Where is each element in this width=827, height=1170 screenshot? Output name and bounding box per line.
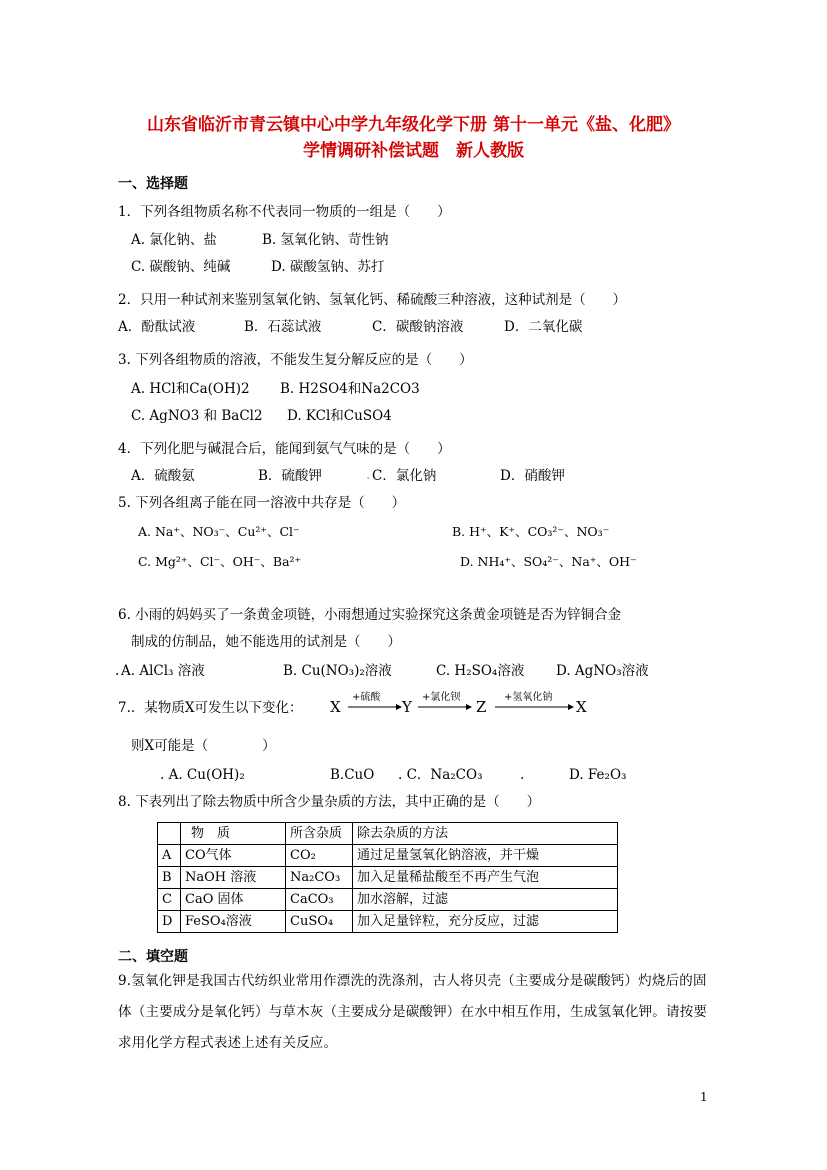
q6-option-d: D. AgNO₃溶液 [556,663,649,679]
q4-option-c: C．氯化钠 [372,468,437,484]
q1-option-a: A. 氯化钠、盐 [131,232,217,248]
arrow2-label: +氯化钡 [422,692,461,703]
section-heading-choice: 一、选择题 [118,176,188,192]
document-title-line1: 山东省临沂市青云镇中心中学九年级化学下册 第十一单元《盐、化肥》 [147,115,680,135]
table-cell: A [158,845,181,867]
q1-stem: 1．下列各组物质名称不代表同一物质的一组是（ ） [118,204,451,220]
q2-option-d: D．二氧化碳 [504,319,583,335]
q1-option-b: B. 氢氧化钠、苛性钠 [262,232,389,248]
table-header-cell: 所含杂质 [286,823,353,845]
table-cell: CaCO₃ [286,889,353,911]
arrow2-head [466,704,472,710]
chain-x-start: X [330,698,341,716]
table-cell: C [158,889,181,911]
q5-option-d: D. NH₄⁺、SO₄²⁻、Na⁺、OH⁻ [460,554,637,569]
q7-stem: 7.．某物质X可发生以下变化： [118,700,303,716]
q5-option-b: B. H⁺、K⁺、CO₃²⁻、NO₃⁻ [452,524,610,539]
q3-option-d: D. KCl和CuSO4 [287,408,392,424]
q4-option-d: D．硝酸钾 [500,468,565,484]
table-cell: Na₂CO₃ [286,867,353,889]
q7-question: 则X可能是（ ） [131,738,276,754]
table-cell: 加入足量稀盐酸至不再产生气泡 [353,867,618,889]
table-header-row [158,823,618,845]
table-cell: D [158,911,181,933]
table-cell: CuSO₄ [286,911,353,933]
table-header-cell: 除去杂质的方法 [353,823,618,845]
chain-y: Y [402,698,412,716]
q3-stem: 3. 下列各组物质的溶液，不能发生复分解反应的是（ ） [118,352,473,368]
table-cell: NaOH 溶液 [181,867,286,889]
q2-option-b: B．石蕊试液 [244,319,322,335]
arrow3-label: +氢氧化钠 [504,692,553,703]
q7-option-c: . C．Na₂CO₃ [398,767,483,783]
q7-reaction-chain [330,690,590,720]
q3-option-a: A. HCl和Ca(OH)2 [131,381,250,397]
q4-option-a: A．硫酸氨 [131,468,195,484]
table-cell: CO₂ [286,845,353,867]
q5-option-a: A. Na⁺、NO₃⁻、Cu²⁺、Cl⁻ [138,524,300,539]
q2-option-c: C．碳酸钠溶液 [372,319,464,335]
table-cell: CaO 固体 [181,889,286,911]
table-cell: B [158,867,181,889]
arrow3-head [568,704,574,710]
table-header-cell: 物 质 [181,823,286,845]
table-cell: 通过足量氢氧化钠溶液，并干燥 [353,845,618,867]
table-cell: FeSO₄溶液 [181,911,286,933]
arrow1-label: +硫酸 [352,692,381,703]
q2-stem: 2．只用一种试剂来鉴别氢氧化钠、氢氧化钙、稀硫酸三种溶液，这种试剂是（ ） [118,292,627,308]
q6-option-b: B. Cu(NO₃)₂溶液 [283,663,392,679]
q6-stem-line1: 6. 小雨的妈妈买了一条黄金项链，小雨想通过实验探究这条黄金项链是否为锌铜合金 [118,607,622,623]
table-row [158,889,618,911]
q6-option-a: A. AlCl₃ 溶液 [121,663,205,679]
q7-option-d: D. Fe₂O₃ [569,767,627,783]
q7-stray-dot: . [520,767,525,783]
document-title-line2: 学情调研补偿试题 新人教版 [303,141,524,161]
q5-option-c: C. Mg²⁺、Cl⁻、OH⁻、Ba²⁺ [138,554,302,569]
table-row [158,867,618,889]
q6-stray-dot: . [115,663,120,679]
q9-paragraph: 9.氢氧化钾是我国古代纺织业常用作漂洗的洗涤剂，古人将贝壳（主要成分是碳酸钙）灼烧后的固体（主要成分是氧化钙）与草木灰（主要成分是碳酸钾）在水中相互作用，生成氢氧化钾。请按要求用化学方程式表述上述有关反应。 [118,973,708,1051]
q5-stem: 5. 下列各组离子能在同一溶液中共存是（ ） [118,495,406,511]
table-header-cell [158,823,181,845]
q4-stem: 4．下列化肥与碱混合后，能闻到氨气气味的是（ ） [118,441,451,457]
q4-stray-dot: . [366,467,371,483]
q7-option-b: B.CuO [330,767,375,783]
q3-option-b: B. H2SO4和Na2CO3 [280,381,420,397]
table-cell: 加入足量锌粒，充分反应，过滤 [353,911,618,933]
q1-option-d: D. 碳酸氢钠、苏打 [271,259,385,275]
page-number: 1 [700,1090,708,1104]
table-cell: 加水溶解，过滤 [353,889,618,911]
q6-option-c: C. H₂SO₄溶液 [436,663,525,679]
q3-option-c: C. AgNO3 和 BaCl2 [131,408,263,424]
q6-stem-line2: 制成的仿制品，她不能选用的试剂是（ ） [131,634,401,650]
q7-option-a: . A. Cu(OH)₂ [160,767,245,783]
chain-x-end: X [576,698,587,716]
chain-z: Z [476,698,487,716]
table-row [158,845,618,867]
q2-option-a: A．酚酞试液 [118,319,196,335]
table-cell: CO气体 [181,845,286,867]
table-row [158,911,618,933]
q4-option-b: B．硫酸钾 [258,468,322,484]
q1-option-c: C. 碳酸钠、纯碱 [131,259,231,275]
q8-impurity-table [157,822,618,933]
section-heading-fill: 二、填空题 [118,949,188,965]
q8-stem: 8. 下表列出了除去物质中所含少量杂质的方法，其中正确的是（ ） [118,794,541,810]
